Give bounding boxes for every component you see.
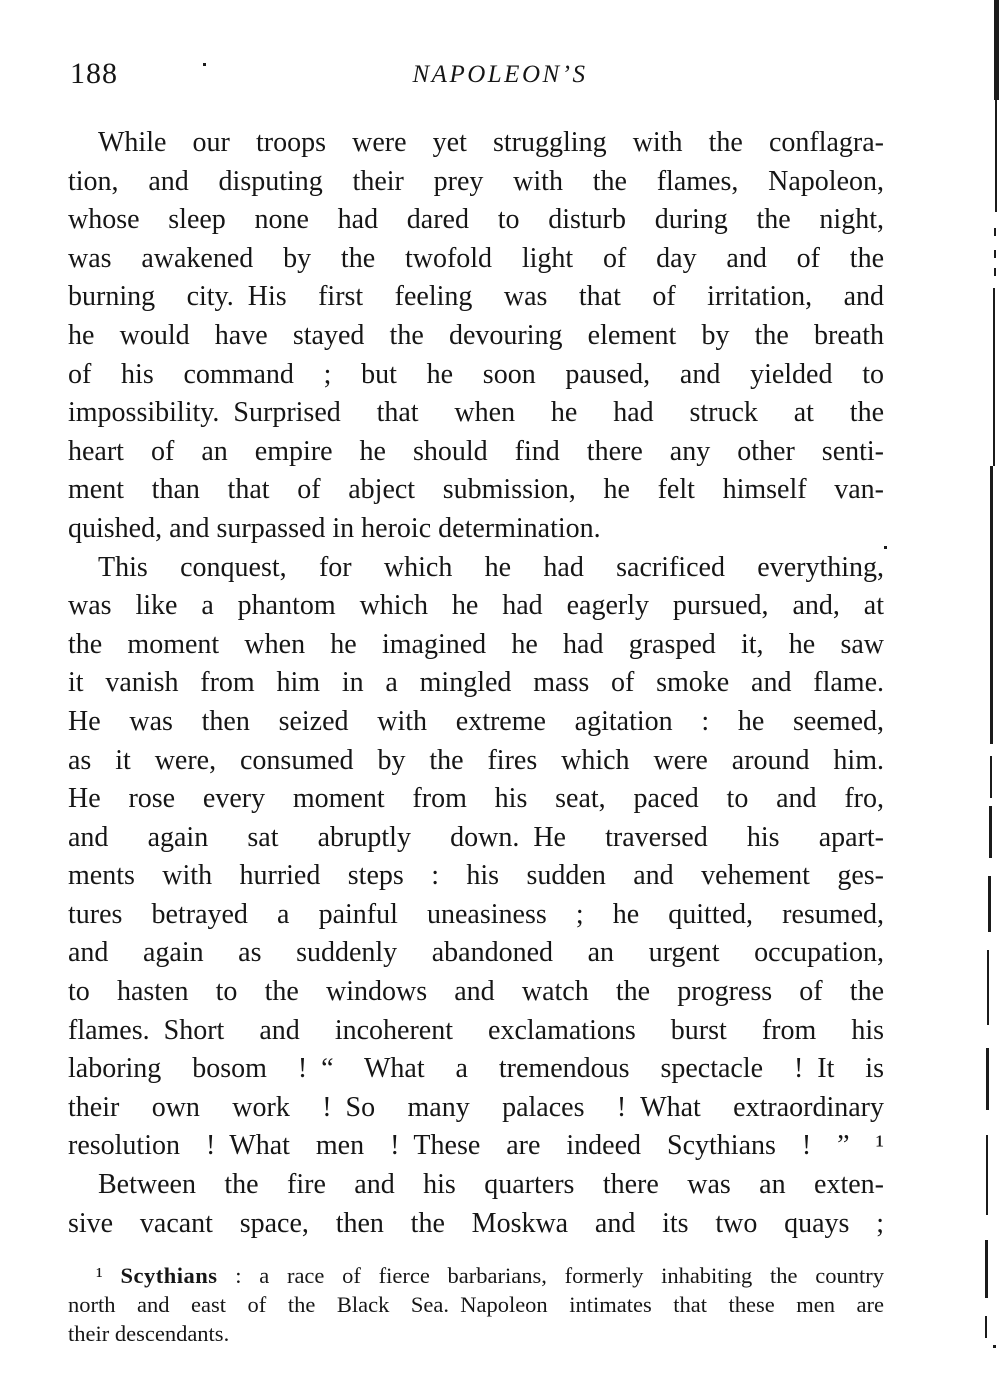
page-number: 188 — [70, 57, 118, 90]
scan-artifact-mark — [994, 268, 996, 276]
footnote-line — [68, 1262, 884, 1291]
scan-artifact-mark — [986, 1048, 989, 1110]
scan-artifact-mark — [994, 250, 996, 258]
footnote-term: Scythians — [120, 1263, 218, 1288]
body-line: He rose every moment from his seat, paced to and fro, — [68, 783, 884, 815]
footnote-line — [68, 1291, 884, 1320]
body-line: resolution ! What men ! These are indeed Scythians ! ” ¹ — [68, 1130, 884, 1162]
scan-artifact-mark — [995, 100, 997, 212]
body-line: heart of an empire he should find there any other senti- — [68, 435, 884, 467]
body-text — [68, 124, 884, 1243]
scan-artifact-mark — [993, 1345, 996, 1348]
scan-artifact-mark — [988, 876, 991, 932]
running-title: NAPOLEON’S — [412, 61, 588, 88]
body-line: flames. Short and incoherent exclamations burst from his — [68, 1014, 884, 1046]
footnote-text: ¹ — [96, 1263, 121, 1288]
body-line: This conquest, for which he had sacrificed everything, — [98, 551, 884, 583]
body-line: it vanish from him in a mingled mass of smoke and flame. — [68, 667, 884, 699]
body-line: ment than that of abject submission, he felt himself van- — [68, 474, 884, 506]
scan-artifact-mark — [994, 0, 999, 100]
body-line: and again as suddenly abandoned an urgent occupation, — [68, 937, 884, 969]
scan-artifact-mark — [990, 756, 992, 798]
scan-artifact-mark — [994, 228, 996, 236]
body-line: as it were, consumed by the fires which were around him. — [68, 744, 884, 776]
body-line: laboring bosom ! “ What a tremendous spectacle ! It is — [68, 1053, 884, 1085]
body-line: Between the fire and his quarters there was an exten- — [98, 1169, 884, 1201]
scan-artifact-mark — [993, 288, 995, 466]
body-line: quished, and surpassed in heroic determination. — [68, 512, 601, 544]
body-line: burning city. His first feeling was that of irritation, and — [68, 281, 884, 313]
body-line: and again sat abruptly down. He traversed his apart- — [68, 821, 884, 853]
body-line: the moment when he imagined he had grasped it, he saw — [68, 628, 884, 660]
body-line: their own work ! So many palaces ! What extraordinary — [68, 1091, 884, 1123]
body-line: of his command ; but he soon paused, and yielded to — [68, 358, 884, 390]
scan-artifact-mark — [986, 1135, 988, 1215]
body-line: tion, and disputing their prey with the flames, Napoleon, — [68, 165, 884, 197]
body-line: whose sleep none had dared to disturb during the night, — [68, 204, 884, 236]
body-line: While our troops were yet struggling with the conflagra- — [98, 127, 884, 158]
footnote-text: : a race of fierce barbarians, formerly inhabiting the country — [217, 1263, 884, 1288]
footnote-line — [68, 1320, 884, 1349]
body-line: was awakened by the twofold light of day and of the — [68, 242, 884, 274]
scan-artifact-mark — [990, 466, 993, 744]
footnote-text: north and east of the Black Sea. Napoleon intimates that these men are — [68, 1291, 884, 1317]
body-line: he would have stayed the devouring element by the breath — [68, 319, 884, 351]
scan-artifact-mark — [985, 1316, 987, 1338]
body-line: to hasten to the windows and watch the progress of the — [68, 976, 884, 1008]
body-line: tures betrayed a painful uneasiness ; he quitted, resumed, — [68, 898, 884, 930]
body-line: sive vacant space, then the Moskwa and its two quays ; — [68, 1207, 884, 1239]
scan-artifact-mark — [989, 806, 992, 858]
body-line: impossibility. Surprised that when he had struck at the — [68, 397, 884, 429]
footnote-text: their descendants. — [68, 1320, 230, 1346]
footnote — [68, 1262, 884, 1348]
scan-artifact-mark — [884, 546, 887, 549]
body-line: He was then seized with extreme agitation : he seemed, — [68, 705, 884, 737]
scan-artifact-mark — [203, 63, 206, 66]
body-line: was like a phantom which he had eagerly pursued, and, at — [68, 590, 884, 622]
scan-artifact-mark — [985, 1240, 988, 1298]
scan-artifact-mark — [987, 950, 989, 1025]
body-line: ments with hurried steps : his sudden and vehement ges- — [68, 860, 884, 892]
